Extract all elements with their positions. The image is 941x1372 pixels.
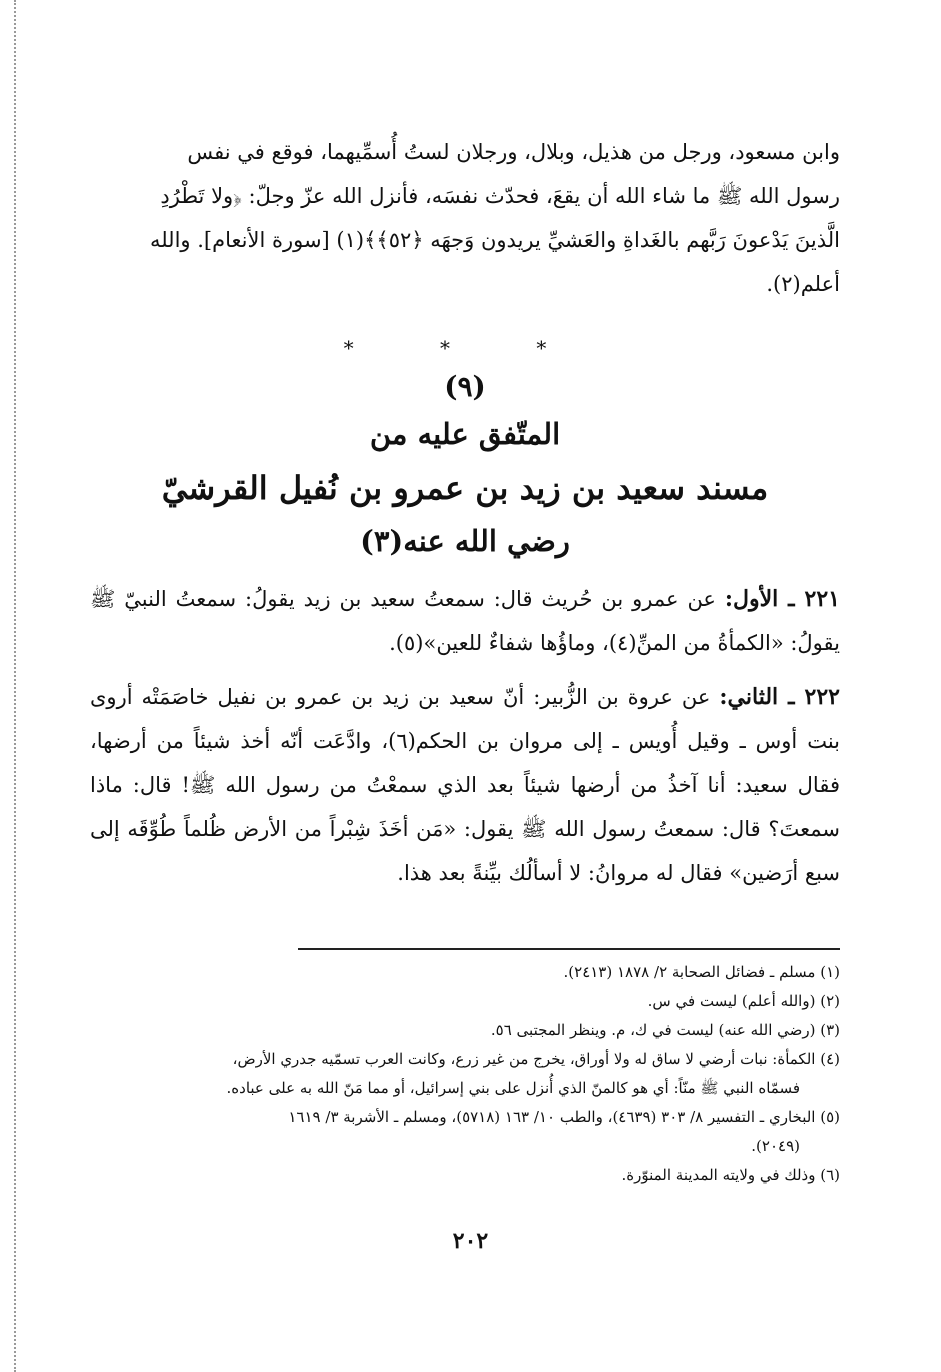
intro-line: الَّذينَ يَدْعونَ رَبَّهم بالغَداةِ والعَشيِّ يريدون وَجهَه ﴿٥٢﴾﴾(١) [سورة الأنعام]. والله: [149, 228, 840, 252]
section-title-line3: رضي الله عنه(٣): [360, 524, 570, 558]
footnote-4: (٤) الكمأة: نبات أرضي لا ساق له ولا أوراق، يخرج من غير زرع، وكانت العرب تسمّيه جدري الأرض،: [232, 1050, 840, 1068]
section-title-line2: مسند سعيد بن زيد بن عمرو بن نُفيل القرشيّ: [161, 469, 769, 507]
footnote-3: (٣) (رضي الله عنه) ليست في ك، م. وينظر المجتبى ٥٦.: [490, 1021, 840, 1039]
page-body: [90, 130, 840, 895]
hadith-label: ٢٢١ ـ الأول:: [724, 586, 840, 612]
footnote-2: (٢) (والله أعلم) ليست في س.: [647, 992, 840, 1010]
footnotes: [90, 958, 840, 1190]
footnote-6: (٦) وذلك في ولايته المدينة المنوّرة.: [621, 1166, 840, 1184]
section-number: (٩): [444, 370, 486, 403]
intro-line: رسول الله ﷺ ما شاء الله أن يقعَ، فحدّث نفسَه، فأنزل الله عزّ وجلّ: ﴿ولا تَطْرُدِ: [160, 184, 840, 208]
footnote-5: (٥) البخاري ـ التفسير ٨/ ٣٠٣ (٤٦٣٩)، والطب ١٠/ ١٦٣ (٥٧١٨)، ومسلم ـ الأشربة ٣/ ١٦١٩: [288, 1108, 840, 1126]
footnote-divider: [298, 948, 840, 950]
section-separator: * * *: [343, 336, 587, 360]
footnote-5-continued: (٢٠٤٩).: [751, 1137, 800, 1155]
intro-line: وابن مسعود، ورجل من هذيل، وبلال، ورجلان لستُ أُسمِّيهما، فوقع في نفس: [187, 140, 840, 164]
intro-line: أعلم(٢).: [766, 272, 840, 296]
page-number: ٢٠٢: [452, 1228, 489, 1254]
hadith-222: [90, 675, 840, 895]
hadith-text: عن عروة بن الزُّبير: أنّ سعيد بن زيد بن عمرو بن نفيل خاصَمَتْه أروى بنت أوس ـ وقيل أُويس ـ إلى مروان بن الحكم(٦)، وادَّعَت أنّه أخذ شيئاً من أرضها، فقال سعيد: أنا آخذُ من أرضها شيئاً بعد الذي سمعْتُ من رسول الله ﷺ! قال: ماذا سمعتَ؟ قال: سمعتُ رسول الله ﷺ يقول: «مَن أخَذَ شِبْراً من الأرض ظُلماً طُوِّقَه إلى سبع أرَضين» فقال له مروانُ: لا أسألُك بيِّنةً بعد هذا.: [90, 685, 840, 885]
footnote-4-continued: فسمّاه النبي ﷺ منّاً: أي هو كالمنّ الذي أُنزل على بني إسرائيل، أو مما مَنّ الله به على عباده.: [226, 1079, 800, 1097]
hadith-label: ٢٢٢ ـ الثاني:: [719, 684, 840, 710]
left-margin-dots: [14, 0, 16, 1372]
footnote-1: (١) مسلم ـ فضائل الصحابة ٢/ ١٨٧٨ (٢٤١٣).: [563, 963, 840, 981]
hadith-text: عن عمرو بن حُريث قال: سمعتُ سعيد بن زيد يقولُ: سمعتُ النبيّ ﷺ يقولُ: «الكمأةُ من المنِّ(٤)، وماؤُها شفاءٌ للعين»(٥).: [90, 587, 840, 655]
section-title-line1: المتّفق عليه من: [369, 417, 561, 451]
intro-paragraph: [90, 130, 840, 306]
hadith-221: [90, 577, 840, 665]
